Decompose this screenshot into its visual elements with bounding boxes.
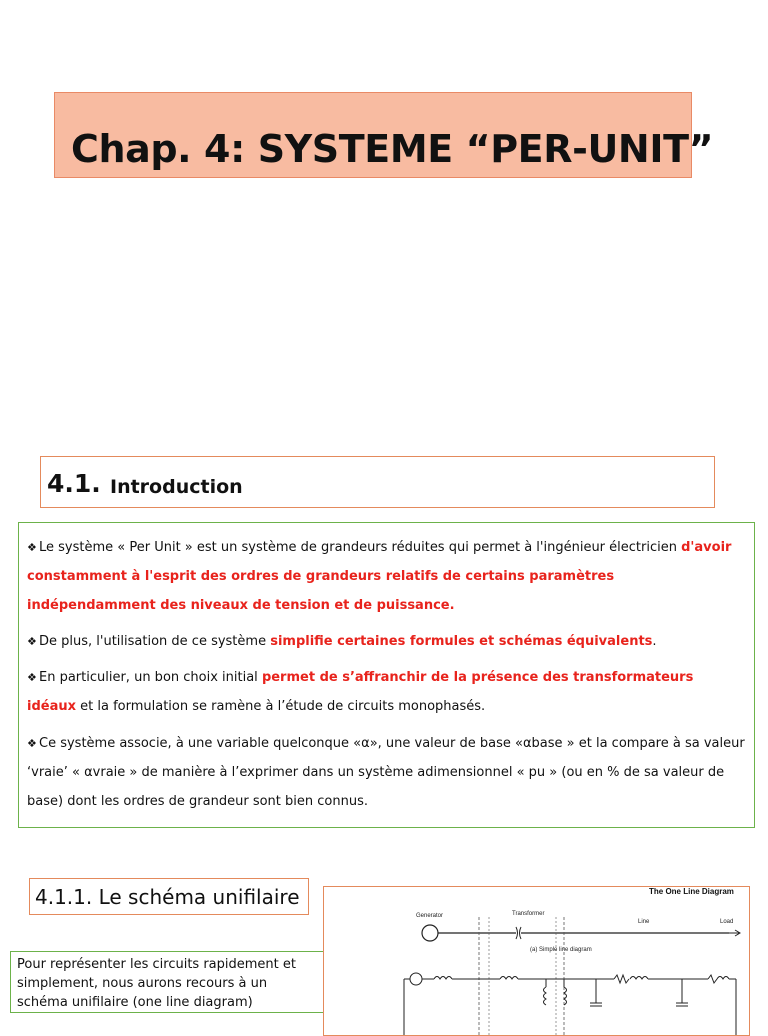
paragraph-text: De plus, l'utilisation de ce système — [39, 634, 271, 649]
one-line-diagram — [323, 886, 750, 1036]
paragraph-3 — [27, 663, 745, 721]
section-header — [40, 456, 715, 508]
line-label: Line — [638, 919, 650, 925]
section-title: Introduction — [110, 476, 243, 498]
paragraph-suffix: et la formulation se ramène à l’étude de circuits monophasés. — [76, 699, 486, 714]
page-title: Chap. 4: SYSTEME “PER-UNIT” — [71, 127, 714, 171]
generator-label: Generator — [416, 913, 444, 919]
diamond-bullet-icon: ❖ — [27, 671, 37, 684]
diagram-caption: (a) Simple line diagram — [530, 947, 592, 953]
diagram-title: The One Line Diagram — [649, 887, 734, 896]
paragraph-highlight: simplifie certaines formules et schémas équivalents — [270, 634, 653, 649]
paragraph-1 — [27, 533, 745, 620]
diamond-bullet-icon: ❖ — [27, 635, 37, 648]
title-banner — [54, 92, 714, 178]
load-label: Load — [720, 919, 734, 925]
subsection-header — [29, 878, 309, 915]
subsection-title: 4.1.1. Le schéma unifilaire — [35, 885, 300, 909]
diamond-bullet-icon: ❖ — [27, 737, 37, 750]
paragraph-4 — [27, 729, 745, 816]
paragraph-text: Le système « Per Unit » est un système de grandeurs réduites qui permet à l'ingénieur électricien — [39, 540, 682, 555]
paragraph-highlight: d'avoir constamment à l'esprit des ordres de grandeurs relatifs de certains paramètres indépendamment des niveaux de tension et de puissance. — [27, 540, 732, 613]
paragraph-text: En particulier, un bon choix initial — [39, 670, 262, 685]
transformer-label: Transformer — [512, 911, 545, 917]
note-text: Pour représenter les circuits rapidement et simplement, nous aurons recours à un schéma unifilaire (one line diagram) — [17, 957, 296, 1010]
section-number: 4.1. — [47, 469, 101, 498]
diamond-bullet-icon: ❖ — [27, 541, 37, 554]
diagram-drawing — [324, 887, 750, 1036]
paragraph-suffix: . — [652, 634, 657, 649]
intro-text-box — [18, 522, 755, 828]
paragraph-highlight: permet de s’affranchir de la présence des transformateurs idéaux — [27, 670, 694, 714]
paragraph-text: Ce système associe, à une variable quelconque «α», une valeur de base «αbase » et la compare à sa valeur ‘vraie’ « αvraie » de manière à l’exprimer dans un système adimensionnel « pu » (ou en % de sa valeur de base) dont les ordres de grandeur sont bien connus. — [27, 736, 745, 809]
note-box — [10, 951, 324, 1013]
paragraph-2 — [27, 627, 745, 656]
